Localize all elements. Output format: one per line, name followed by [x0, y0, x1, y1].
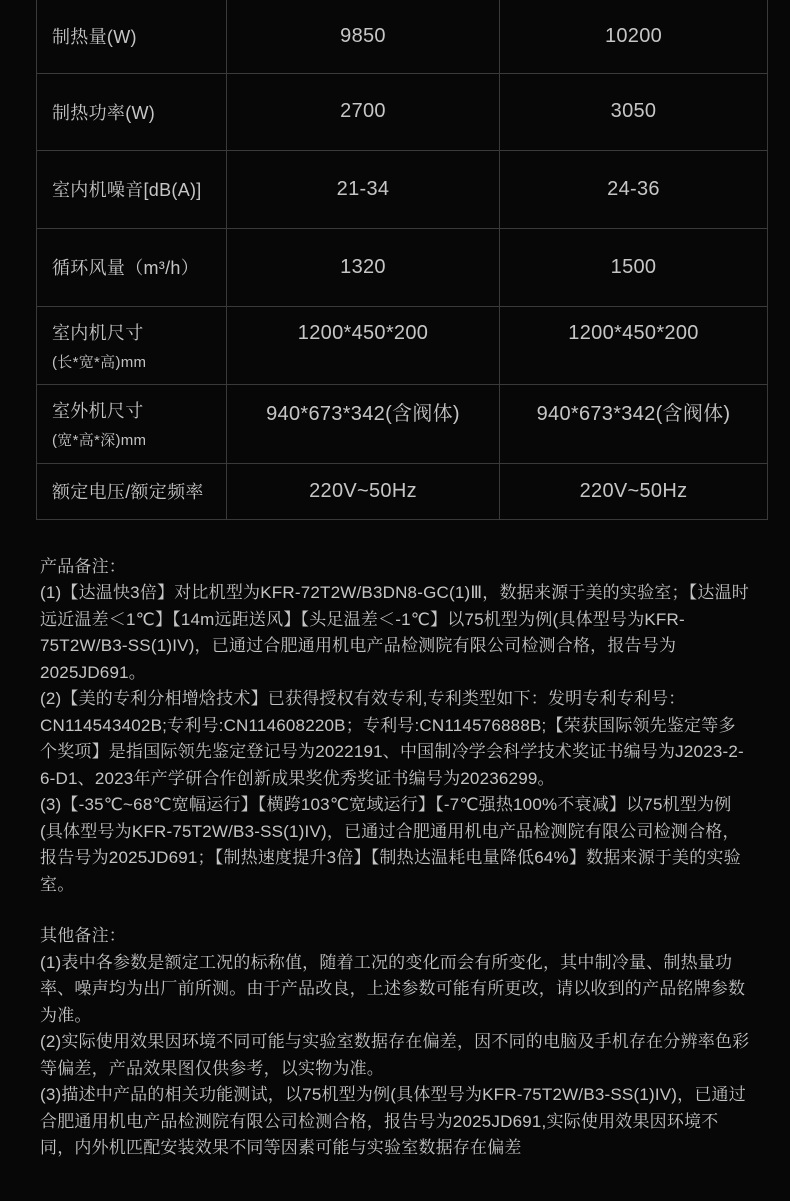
- spec-label: 循环风量（m³/h）: [37, 228, 227, 306]
- spec-row-indoor-noise: [37, 150, 768, 228]
- spec-value: 2700: [227, 73, 500, 150]
- spec-row-air-circulation: [37, 228, 768, 306]
- section-heading: 产品备注：: [40, 556, 126, 576]
- spec-value: 24-36: [500, 150, 768, 228]
- section-heading: 其他备注：: [40, 926, 126, 945]
- spec-value: 21-34: [227, 150, 500, 228]
- spec-row-heating-capacity: [37, 0, 768, 73]
- spec-value: 220V~50Hz: [500, 463, 768, 519]
- product-notes-section: [40, 554, 752, 899]
- spec-value: 1500: [500, 228, 768, 306]
- spec-value: 940*673*342(含阀体): [500, 384, 768, 463]
- spec-value: 1320: [227, 228, 500, 306]
- spec-value: 10200: [500, 0, 768, 73]
- spec-row-outdoor-unit-size: [37, 384, 768, 463]
- spec-label-sub: (长*宽*高)mm: [52, 353, 147, 371]
- spec-label-sub: (宽*高*深)mm: [52, 432, 147, 449]
- spec-row-indoor-unit-size: [37, 306, 768, 384]
- spec-label: 制热量(W): [37, 0, 227, 73]
- spec-label: 室内机尺寸: [52, 322, 144, 343]
- spec-label: 制热功率(W): [37, 73, 227, 150]
- spec-table: [36, 0, 768, 520]
- spec-value: 940*673*342(含阀体): [227, 384, 500, 463]
- spec-label: 额定电压/额定频率: [37, 463, 227, 519]
- note-item: (1)【达温快3倍】对比机型为KFR-72T2W/B3DN8-GC(1)Ⅲ，数据来源于美的实验室；【达温时远近温差＜1℃】【14m远距送风】【头足温差＜-1℃】以75机型为例(具体型号为KFR-75T2W/B3-SS(1)IV)，已通过合肥通用机电产品检测院有限公司检测合格，报告号为2025JD691。: [40, 583, 749, 682]
- spec-value: 9850: [227, 0, 500, 73]
- spec-row-heating-power: [37, 73, 768, 150]
- spec-row-voltage-frequency: [37, 463, 768, 519]
- note-item: (2)【美的专利分相增焓技术】已获得授权有效专利,专利类型如下：发明专利专利号：CN114543402B;专利号:CN114608220B；专利号:CN114576888B;【荣获国际领先鉴定等多个奖项】是指国际领先鉴定登记号为2022191、中国制冷学会科学技术奖证书编号为J2023-2-6-D1、2023年产学研合作创新成果奖优秀奖证书编号为20236299。: [40, 689, 744, 788]
- spec-value: 220V~50Hz: [227, 463, 500, 519]
- note-item: (3)【-35℃~68℃宽幅运行】【横跨103℃宽域运行】【-7℃强热100%不衰减】以75机型为例(具体型号为KFR-75T2W/B3-SS(1)IV)，已通过合肥通用机电产品检测院有限公司检测合格，报告号为2025JD691；【制热速度提升3倍】【制热达温耗电量降低64%】数据来源于美的实验室。: [40, 795, 741, 894]
- other-notes-section: [40, 923, 752, 1162]
- note-item: (1)表中各参数是额定工况的标称值，随着工况的变化而会有所变化，其中制冷量、制热量功率、噪声均为出厂前所测。由于产品改良，上述参数可能有所更改，请以收到的产品铭牌参数为准。: [40, 952, 746, 1025]
- spec-label: 室外机尺寸: [52, 401, 144, 421]
- spec-label: 室内机噪音[dB(A)]: [37, 150, 227, 228]
- spec-value: 1200*450*200: [227, 306, 500, 384]
- note-item: (2)实际使用效果因环境不同可能与实验室数据存在偏差，因不同的电脑及手机存在分辨率色彩等偏差，产品效果图仅供参考，以实物为准。: [40, 1032, 750, 1078]
- note-item: (3)描述中产品的相关功能测试，以75机型为例(具体型号为KFR-75T2W/B3-SS(1)IV)，已通过合肥通用机电产品检测院有限公司检测合格，报告号为2025JD691,实际使用效果因环境不同，内外机匹配安装效果不同等因素可能与实验室数据存在偏差: [40, 1085, 746, 1157]
- spec-value: 1200*450*200: [500, 306, 768, 384]
- spec-value: 3050: [500, 73, 768, 150]
